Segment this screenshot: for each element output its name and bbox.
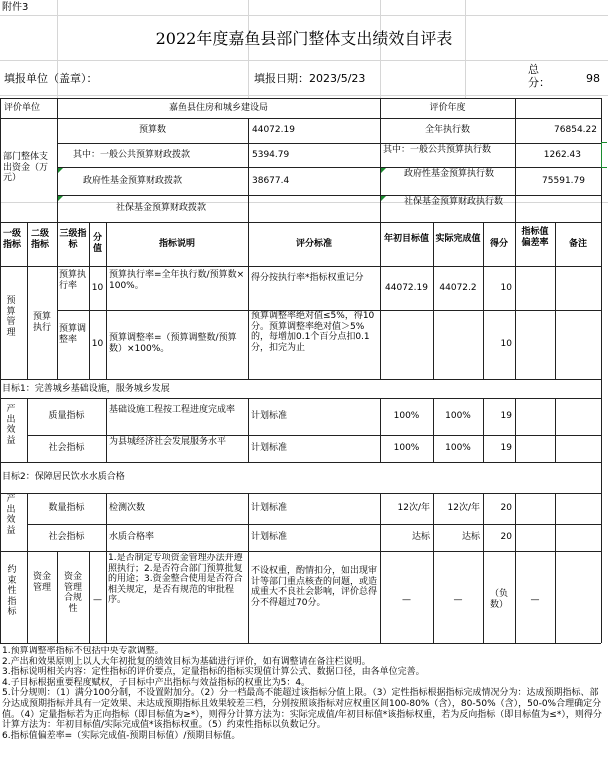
fill-date-label: 填报日期：2023/5/23: [254, 72, 366, 85]
general-exec-label: 其中：一般公共预算执行数: [383, 145, 492, 155]
total-score-label: 总分：: [528, 63, 550, 89]
goal2-row-1-criteria: 计划标准: [251, 503, 288, 513]
goal2-row-2-desc: 水质合格率: [109, 532, 155, 542]
goal1-row-1-level2: 质量指标: [48, 411, 85, 421]
header-level2: 二级指标: [31, 229, 50, 250]
budget-label: 预算数: [138, 125, 166, 135]
budget-row-2-desc: 预算调整率=（预算调整数/预算数）×100%。: [109, 333, 237, 354]
budget-row-1-desc: 预算执行率=全年执行数/预算数×100%。: [109, 270, 245, 291]
budget-row-2-criteria: 预算调整率绝对值≤5%，得10分。预算调整率绝对值＞5%的，每增加0.1个百分点扣0.1分，扣完为止: [251, 311, 375, 353]
gov-exec-value: 75591.79: [542, 176, 585, 186]
budget-row-2-score: 10: [500, 339, 512, 349]
budget-value: 44072.19: [252, 125, 295, 135]
social-budget-label: 社保基金预算财政拨款: [116, 203, 207, 213]
note-2: 2.产出和效果原则上以人大年初批复的绩效目标为基础进行评价，如有调整请在备注栏说明。: [2, 656, 371, 667]
goal2-title: 目标2：保障居民饮水水质合格: [2, 472, 125, 482]
header-note: 备注: [568, 239, 587, 249]
note-4: 4.子目标根据重要程度赋权，子目标中产出指标与效益指标的权重比为5：4。: [2, 677, 311, 688]
constraint-weight: —: [93, 595, 102, 605]
header-deviation: 指标值偏差率: [521, 227, 549, 248]
budget-row-1-criteria: 得分按执行率*指标权重记分: [251, 273, 364, 283]
gov-exec-label: 政府性基金预算执行数: [404, 169, 495, 179]
page-title: 2022年度嘉鱼县部门整体支出绩效自评表: [155, 29, 453, 48]
header-level1: 一级指标: [3, 229, 22, 250]
goal1-row-2-desc: 为县城经济社会发展服务水平: [109, 437, 227, 447]
gov-budget-label: 政府性基金预算财政拨款: [83, 176, 183, 186]
constraint-target: —: [402, 595, 411, 605]
selected-cell-indicator[interactable]: [601, 142, 607, 168]
general-exec-value: 1262.43: [543, 150, 581, 160]
goal1-title: 目标1：完善城乡基础设施，服务城乡发展: [2, 384, 170, 394]
general-budget-value: 5394.79: [252, 150, 290, 160]
goal1-row-2-level2: 社会指标: [48, 443, 85, 453]
goal2-row-2-criteria: 计划标准: [251, 532, 288, 542]
goal2-row-1-target: 12次/年: [397, 503, 430, 513]
budget-row-1-actual: 44072.2: [439, 283, 477, 293]
funds-label: 部门整体支出资金（万元）: [3, 152, 49, 184]
goal1-row-1-actual: 100%: [445, 411, 471, 421]
budget-level2: 预算执行: [32, 312, 51, 333]
budget-row-2-level3: 预算调整率: [59, 324, 87, 345]
budget-row-1-target: 44072.19: [385, 283, 428, 293]
header-weight: 分值: [92, 233, 102, 254]
header-score: 得分: [489, 239, 508, 249]
goal1-row-2-score: 19: [500, 443, 512, 453]
constraint-deviation: —: [530, 595, 540, 605]
cell-marker-icon: [381, 196, 386, 201]
attachment-label: 附件3: [2, 2, 29, 13]
notes-section: [2, 646, 602, 776]
budget-row-1-level3: 预算执行率: [59, 270, 87, 291]
goal1-row-2-actual: 100%: [445, 443, 471, 453]
eval-unit-label: 评价单位: [4, 103, 41, 113]
goal2-row-1-actual: 12次/年: [447, 503, 480, 513]
note-6: 6.指标值偏差率=（实际完成值-预期目标值）/预期目标值。: [2, 730, 241, 741]
goal2-row-2-score: 20: [500, 532, 512, 542]
social-exec-label: 社保基金预算财政执行数: [404, 197, 504, 207]
budget-row-1-weight: 10: [91, 283, 104, 293]
budget-row-2-weight: 10: [91, 339, 104, 349]
header-target: 年初目标值: [383, 234, 429, 244]
constraint-level2: 资金管理: [32, 572, 51, 593]
constraint-score: （负数）: [489, 589, 508, 610]
budget-level1: 预算管理: [6, 296, 16, 338]
total-score-value: 98: [586, 72, 600, 85]
exec-value: 76854.22: [554, 125, 597, 135]
goal2-row-2-actual: 达标: [461, 532, 480, 542]
goal1-row-2-target: 100%: [393, 443, 420, 453]
general-budget-label: 其中：一般公共预算财政拨款: [73, 150, 191, 160]
goal1-row-2-criteria: 计划标准: [251, 443, 288, 453]
header-level3: 三级指标: [59, 229, 87, 250]
header-actual: 实际完成值: [435, 234, 481, 244]
note-1: 1.预算调整率指标不包括中央专款调整。: [2, 646, 164, 656]
goal2-level1: 产出效益: [6, 494, 16, 536]
constraint-desc: 1.是否制定专项资金管理办法并遵照执行；2.是否符合部门预算批复的用途；3.资金整合使用是否符合相关规定，是否有规范的审批程序。: [108, 553, 243, 606]
budget-row-1-score: 10: [500, 283, 512, 293]
note-3: 3.指标说明相关内容：定性指标的评价要点，定量指标的指标实现值计算公式、数据口径，由各单位完善。: [2, 667, 425, 678]
goal1-row-1-criteria: 计划标准: [251, 411, 288, 421]
goal2-row-2-level2: 社会指标: [48, 532, 85, 542]
goal1-row-1-target: 100%: [393, 411, 420, 421]
cell-marker-icon: [58, 196, 63, 201]
eval-year-label: 评价年度: [429, 103, 466, 113]
exec-label: 全年执行数: [424, 125, 470, 135]
gov-budget-value: 38677.4: [252, 176, 290, 186]
goal2-row-1-score: 20: [500, 503, 512, 513]
eval-unit-value: 嘉鱼县住房和城乡建设局: [168, 103, 268, 113]
goal2-row-2-target: 达标: [411, 532, 430, 542]
note-5: 5.计分规则：（1）满分100分制，不设置附加分。（2）分一档最高不能超过该指标分值上限。（3）定性指标根据指标完成情况分为：达成预期指标、部分达成预期指标并具有一定效果、未达成预期指标且效果较差三档，分别按照该指标对应权重区间100-80%（含），80-50%（含），50-0%合理确定分值。（4）定量指标若为正向指标（即目标值为≥*），则得分计算方法为：实际完成值/年初目标值*该指标权重，若为反向指标（即目标值为≤*），则得分计算方法为：年初目标值/实际完成值*该指标权重。（5）约束性指标以负数记分。: [2, 688, 602, 731]
goal2-row-1-level2: 数量指标: [48, 503, 85, 513]
goal1-level1: 产出效益: [6, 404, 16, 446]
constraint-level3: 资金管理合规性: [63, 572, 82, 614]
goal1-row-1-score: 19: [500, 411, 512, 421]
goal2-row-1-desc: 检测次数: [109, 503, 146, 513]
goal1-row-1-desc: 基础设施工程按工程进度完成率: [109, 405, 236, 415]
constraint-criteria: 不设权重，酌情扣分，如出现审计等部门重点核查的问题，或造成重大不良社会影响，评价总得分不得超过70分。: [251, 566, 378, 608]
header-criteria: 评分标准: [295, 239, 332, 249]
constraint-actual: —: [453, 595, 463, 605]
header-desc: 指标说明: [158, 239, 195, 249]
cell-marker-icon: [381, 168, 386, 173]
constraint-level1: 约束性指标: [7, 565, 17, 618]
cell-marker-icon: [58, 168, 63, 173]
fill-unit-label: 填报单位（盖章）：: [4, 72, 98, 85]
